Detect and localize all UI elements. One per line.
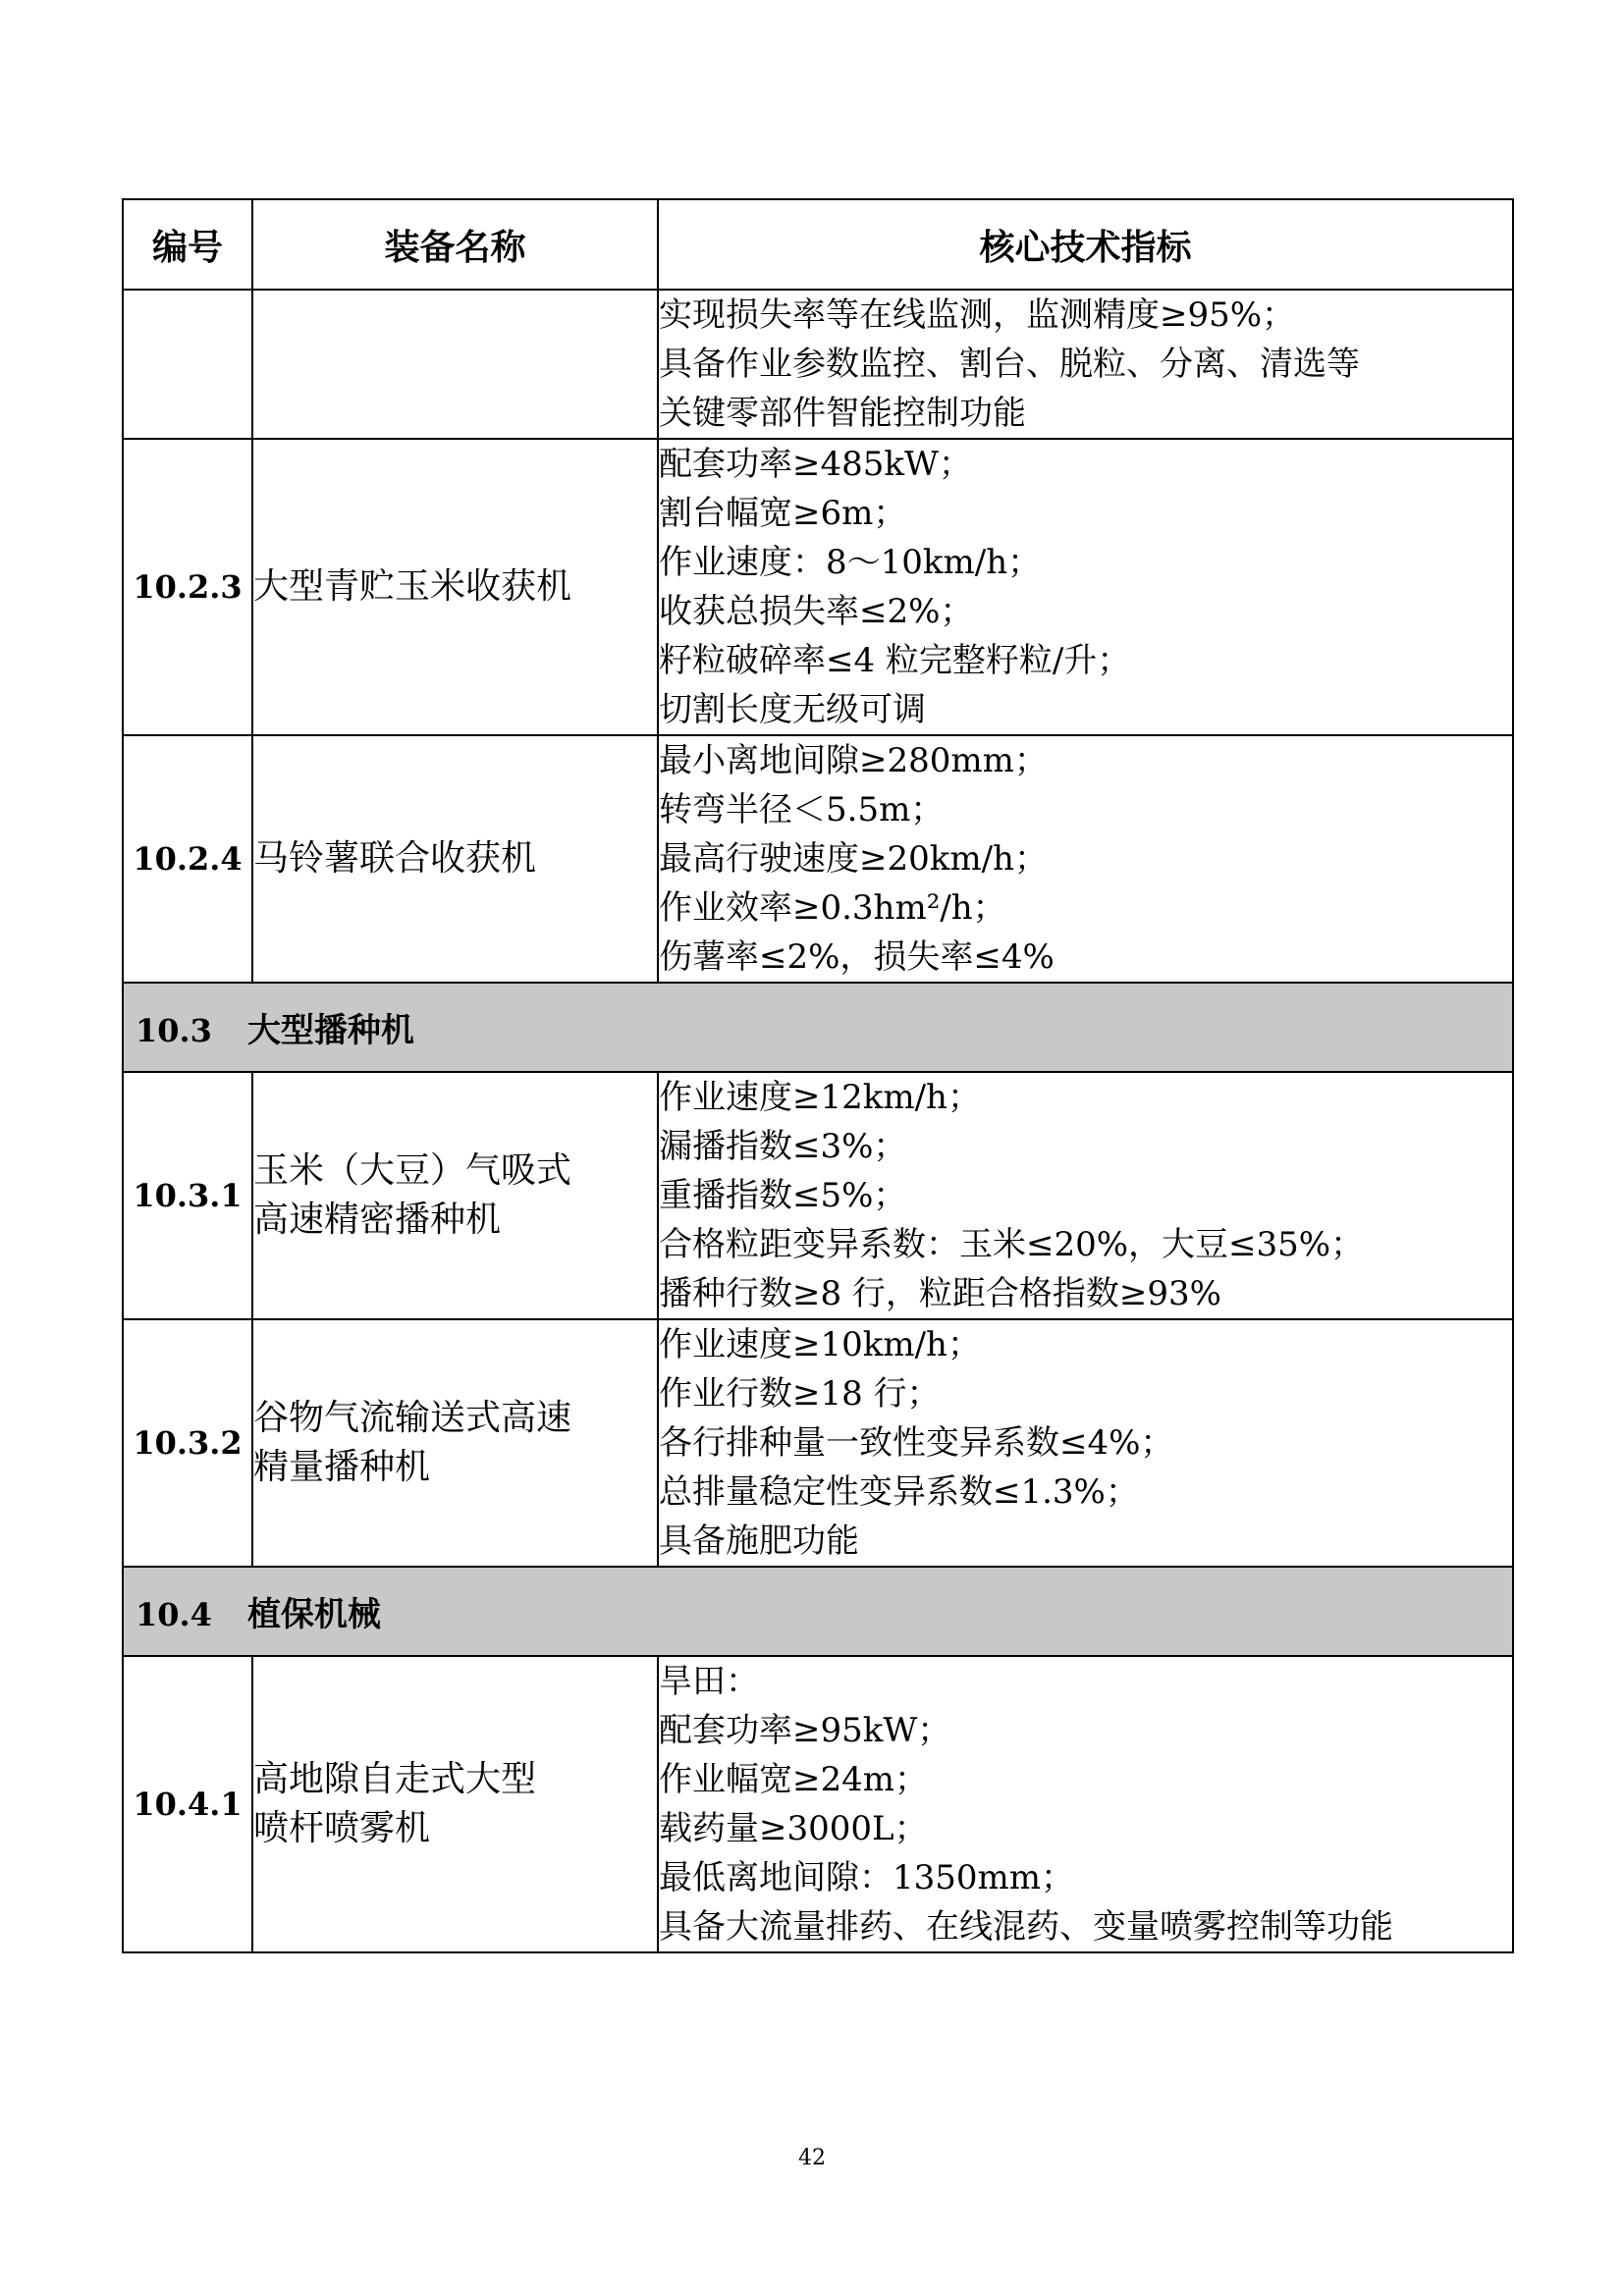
spec-line: 重播指数≤5%；: [659, 1176, 907, 1215]
spec-line: 具备大流量排药、在线混药、变量喷雾控制等功能: [659, 1907, 1393, 1947]
spec-line: 作业速度：8～10km/h；: [659, 543, 1042, 582]
spec-line: 作业幅宽≥24m；: [659, 1760, 928, 1799]
spec-line: 伤薯率≤2%，损失率≤4%: [659, 937, 1055, 977]
item-spec: [658, 1072, 1513, 1319]
item-name-line: 大型青贮玉米收获机: [253, 566, 572, 607]
table-row: [123, 735, 1513, 983]
item-id: [123, 290, 252, 439]
item-spec: [658, 735, 1513, 983]
spec-line: 割台幅宽≥6m；: [659, 494, 907, 533]
item-spec: [658, 1319, 1513, 1567]
table-header-row: [123, 199, 1513, 290]
item-name-line: 高地隙自走式大型: [253, 1759, 537, 1799]
item-spec: [658, 1656, 1513, 1952]
spec-line: 籽粒破碎率≤4 粒完整籽粒/升；: [659, 641, 1131, 680]
header-spec: 核心技术指标: [658, 199, 1513, 290]
item-spec: [658, 290, 1513, 439]
section-row: [123, 983, 1513, 1072]
table-row: [123, 439, 1513, 735]
item-id: 10.2.3: [123, 439, 252, 735]
spec-line: 实现损失率等在线监测，监测精度≥95%；: [659, 295, 1296, 335]
item-name: [252, 1656, 658, 1952]
spec-line: 最低离地间隙：1350mm；: [659, 1858, 1075, 1897]
table-body: [123, 290, 1513, 1952]
item-id: 10.3.2: [123, 1319, 252, 1567]
item-id: 10.3.1: [123, 1072, 252, 1319]
item-name-line: 谷物气流输送式高速: [253, 1398, 572, 1438]
section-heading: [123, 1567, 1513, 1656]
item-spec: [658, 439, 1513, 735]
equipment-spec-table: [122, 198, 1514, 1953]
item-name-line: 精量播种机: [253, 1447, 431, 1487]
item-name-line: 喷杆喷雾机: [253, 1808, 431, 1848]
spec-line: 旱田：: [659, 1662, 759, 1701]
item-name: [252, 290, 658, 439]
spec-line: 转弯半径＜5.5m；: [659, 790, 945, 829]
spec-line: 作业速度≥10km/h；: [659, 1325, 981, 1364]
table-row: [123, 290, 1513, 439]
section-heading: [123, 983, 1513, 1072]
spec-line: 切割长度无级可调: [659, 690, 926, 729]
spec-line: 具备作业参数监控、割台、脱粒、分离、清选等: [659, 345, 1360, 384]
item-name-line: 马铃薯联合收获机: [253, 838, 537, 879]
spec-line: 具备施肥功能: [659, 1522, 859, 1561]
section-title: 植保机械: [246, 1595, 381, 1634]
item-name: [252, 439, 658, 735]
spec-line: 最高行驶速度≥20km/h；: [659, 839, 1048, 879]
spec-line: 各行排种量一致性变异系数≤4%；: [659, 1423, 1174, 1463]
spec-line: 配套功率≥485kW；: [659, 445, 972, 484]
spec-line: 载药量≥3000L；: [659, 1809, 928, 1848]
spec-line: 作业行数≥18 行；: [659, 1374, 941, 1414]
table-row: [123, 1656, 1513, 1952]
table-row: [123, 1319, 1513, 1567]
item-name: [252, 1072, 658, 1319]
spec-line: 收获总损失率≤2%；: [659, 592, 974, 631]
header-name: 装备名称: [252, 199, 658, 290]
header-id: 编号: [123, 199, 252, 290]
item-id: 10.2.4: [123, 735, 252, 983]
section-id: 10.3: [135, 1012, 212, 1049]
spec-line: 关键零部件智能控制功能: [659, 394, 1026, 433]
section-id: 10.4: [135, 1596, 212, 1633]
item-name: [252, 735, 658, 983]
spec-line: 作业效率≥0.3hm²/h；: [659, 888, 1006, 928]
spec-line: 最小离地间隙≥280mm；: [659, 741, 1048, 780]
spec-line: 合格粒距变异系数：玉米≤20%，大豆≤35%；: [659, 1225, 1365, 1264]
spec-line: 作业速度≥12km/h；: [659, 1078, 981, 1117]
section-row: [123, 1567, 1513, 1656]
section-title: 大型播种机: [246, 1011, 414, 1050]
spec-line: 总排量稳定性变异系数≤1.3%；: [659, 1472, 1139, 1512]
spec-line: 配套功率≥95kW；: [659, 1711, 951, 1750]
item-id: 10.4.1: [123, 1656, 252, 1952]
page-number: 42: [798, 2146, 826, 2170]
table-row: [123, 1072, 1513, 1319]
item-name-line: 高速精密播种机: [253, 1200, 502, 1240]
item-name-line: 玉米（大豆）气吸式: [253, 1150, 572, 1191]
spec-line: 播种行数≥8 行，粒距合格指数≥93%: [659, 1274, 1221, 1313]
item-name: [252, 1319, 658, 1567]
spec-line: 漏播指数≤3%；: [659, 1127, 907, 1166]
